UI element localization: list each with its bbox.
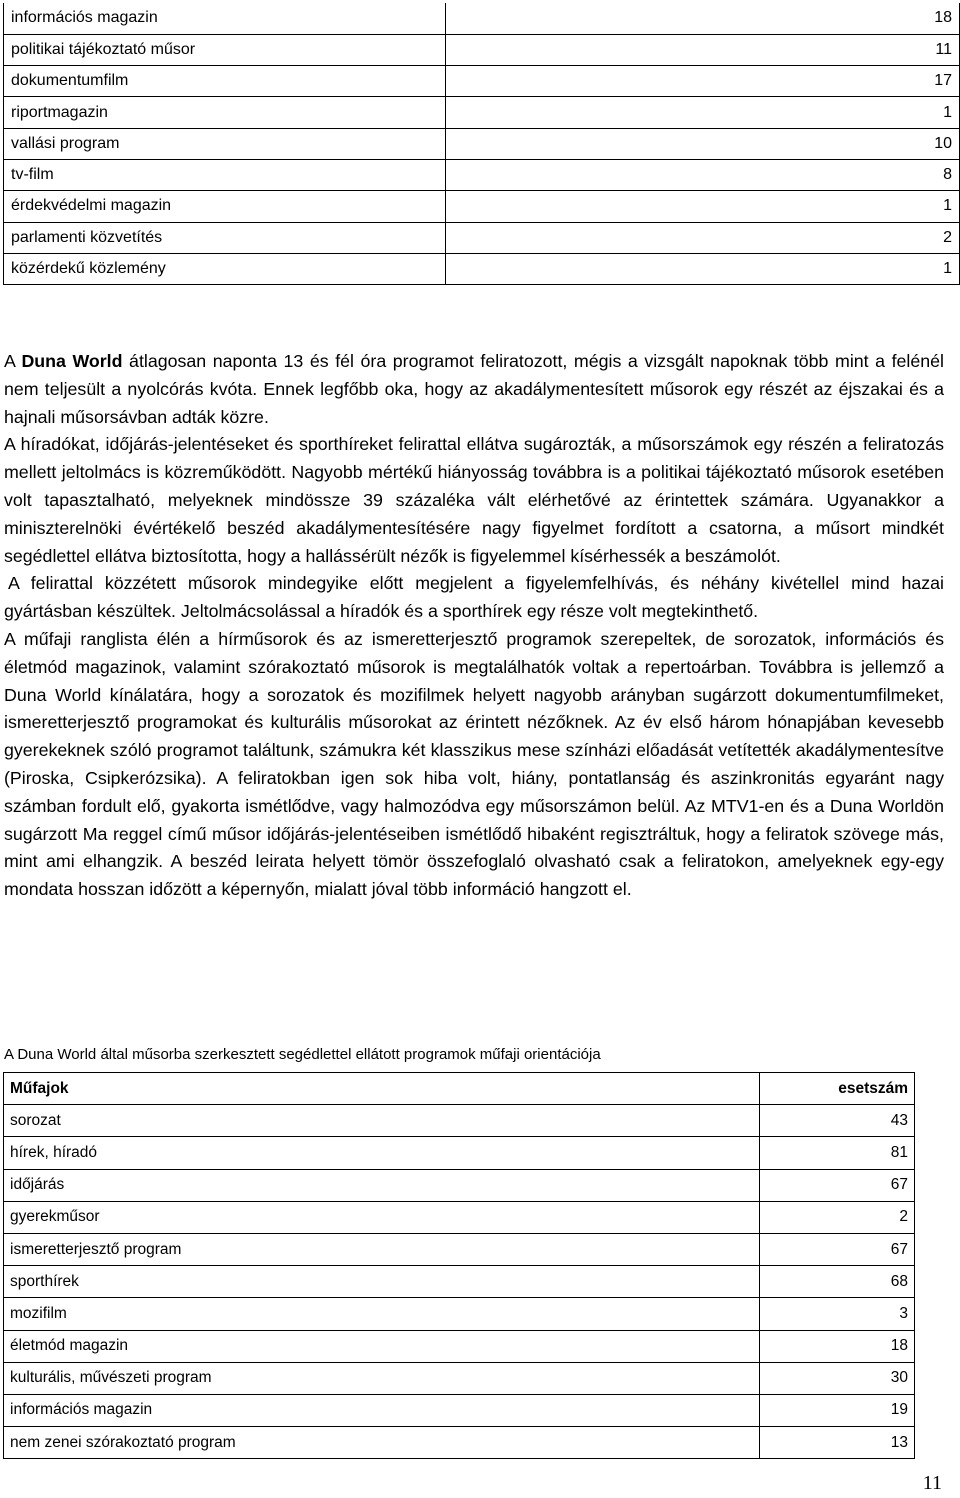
count-cell: 19 [760, 1394, 915, 1426]
table-row [4, 191, 960, 222]
count-cell: 68 [760, 1266, 915, 1298]
genre-cell: információs magazin [4, 3, 446, 34]
count-cell: 18 [760, 1330, 915, 1362]
table-row [4, 159, 960, 190]
count-cell: 2 [446, 222, 960, 253]
count-cell: 18 [446, 3, 960, 34]
count-cell: 2 [760, 1201, 915, 1233]
count-cell: 8 [446, 159, 960, 190]
brand-name: Duna World [21, 351, 123, 371]
count-cell: 11 [446, 34, 960, 65]
table-row [4, 66, 960, 97]
genre-cell: riportmagazin [4, 97, 446, 128]
page-number: 11 [922, 1472, 942, 1494]
genre-cell: parlamenti közvetítés [4, 222, 446, 253]
table-row [4, 253, 960, 284]
table-row [4, 1362, 915, 1394]
body-text [4, 348, 944, 904]
genre-cell: ismeretterjesztő program [4, 1233, 760, 1265]
genre-cell: életmód magazin [4, 1330, 760, 1362]
genre-cell: sorozat [4, 1105, 760, 1137]
table-row [4, 1201, 915, 1233]
genre-cell: közérdekű közlemény [4, 253, 446, 284]
genre-table-top [3, 3, 960, 285]
header-count: esetszám [760, 1073, 915, 1105]
table-row [4, 222, 960, 253]
table-row [4, 128, 960, 159]
count-cell: 1 [446, 191, 960, 222]
paragraph-1-cont: Ennek legfőbb oka, hogy az akadálymentesített műsorok egy részét az éjszakai és a hajnali műsorsávban adták közre. [4, 378, 944, 427]
paragraph-1-rest: átlagosan naponta 13 és fél óra programot feliratozott, mégis a vizsgált napoknak több mint a felénél nem teljesült a nyolcórás kvóta. [4, 351, 944, 399]
genre-cell: kulturális, művészeti program [4, 1362, 760, 1394]
count-cell: 81 [760, 1137, 915, 1169]
table-row [4, 1105, 915, 1137]
table-row [4, 3, 960, 34]
paragraph-1 [4, 348, 944, 431]
table-row [4, 1137, 915, 1169]
paragraph-1-prefix: A [4, 351, 22, 371]
genre-cell: időjárás [4, 1169, 760, 1201]
count-cell: 30 [760, 1362, 915, 1394]
table-caption: A Duna World által műsorba szerkesztett segédlettel ellátott programok műfaji orientációja [4, 1046, 601, 1063]
count-cell: 43 [760, 1105, 915, 1137]
genre-cell: vallási program [4, 128, 446, 159]
table-row [4, 1169, 915, 1201]
genre-cell: nem zenei szórakoztató program [4, 1427, 760, 1459]
table-row [4, 1330, 915, 1362]
count-cell: 1 [446, 253, 960, 284]
genre-cell: politikai tájékoztató műsor [4, 34, 446, 65]
count-cell: 67 [760, 1169, 915, 1201]
table-row [4, 1298, 915, 1330]
table-row [4, 1233, 915, 1265]
paragraph-3: A felirattal közzétett műsorok mindegyike előtt megjelent a figyelemfelhívás, és néhány kivétellel mind hazai gyártásban készültek. Jeltolmácsolással a híradók és a sporthírek egy része volt megtekinthető. [4, 573, 944, 622]
table-row [4, 1427, 915, 1459]
count-cell: 67 [760, 1233, 915, 1265]
table-row [4, 97, 960, 128]
genre-cell: dokumentumfilm [4, 66, 446, 97]
genre-cell: gyerekműsor [4, 1201, 760, 1233]
genre-cell: tv-film [4, 159, 446, 190]
paragraph-2: A híradókat, időjárás-jelentéseket és sporthíreket felirattal ellátva sugározták, a műsorszámok egy részén a feliratozás mellett jeltolmács is közreműködött. Nagyobb mértékű hiányosság továbbra is a politikai tájékoztató műsorok esetében volt tapasztalható, melyeknek mindössze 39 százaléka vált elérhetővé az érintettek számára. Ugyanakkor a miniszterelnöki évértékelő beszéd akadálymentesítésére nagy figyelmet fordított a csatorna, a műsort mindkét segédlettel ellátva biztosította, hogy a hallássérült nézők is figyelemmel kísérhessék a beszámolót. [4, 434, 944, 566]
paragraph-4: A műfaji ranglista élén a hírműsorok és az ismeretterjesztő programok szerepeltek, de sorozatok, információs és életmód magazinok, valamint szórakoztató műsorok is megtalálhatók voltak a repertoárban. Továbbra is jellemző a Duna World kínálatára, hogy a sorozatok és mozifilmek helyett nagyobb arányban sugárzott dokumentumfilmeket, ismeretterjesztő programokat és kulturális műsorokat az érintett nézőknek. Az év első három hónapjában kevesebb gyerekeknek szóló programot találtunk, számukra két klasszikus mese színházi előadását vetítették akadálymentesítve (Piroska, Csipkerózsika). A feliratokban igen sok hiba volt, hiány, pontatlanság és aszinkronitás egyaránt nagy számban fordult elő, gyakorta ismétlődve, vagy halmozódva egy műsorszámon belül. Az MTV1-en és a Duna Worldön sugárzott Ma reggel című műsor időjárás-jelentéseiben ismétlődő hibaként regisztráltuk, hogy a feliratok szövege más, mint ami elhangzik. A beszéd leirata helyett tömör összefoglaló olvasható csak a feliratokon, amelyeknek egy-egy mondata hosszan időzött a képernyőn, mialatt jóval több információ hangzott el. [4, 628, 944, 900]
table-row [4, 1394, 915, 1426]
genre-table-bottom [3, 1072, 915, 1459]
table-row [4, 1266, 915, 1298]
header-genre: Műfajok [4, 1073, 760, 1105]
table-header-row [4, 1073, 915, 1105]
count-cell: 10 [446, 128, 960, 159]
genre-cell: sporthírek [4, 1266, 760, 1298]
genre-cell: hírek, híradó [4, 1137, 760, 1169]
genre-cell: érdekvédelmi magazin [4, 191, 446, 222]
genre-cell: információs magazin [4, 1394, 760, 1426]
count-cell: 17 [446, 66, 960, 97]
table-row [4, 34, 960, 65]
count-cell: 1 [446, 97, 960, 128]
count-cell: 13 [760, 1427, 915, 1459]
genre-cell: mozifilm [4, 1298, 760, 1330]
count-cell: 3 [760, 1298, 915, 1330]
